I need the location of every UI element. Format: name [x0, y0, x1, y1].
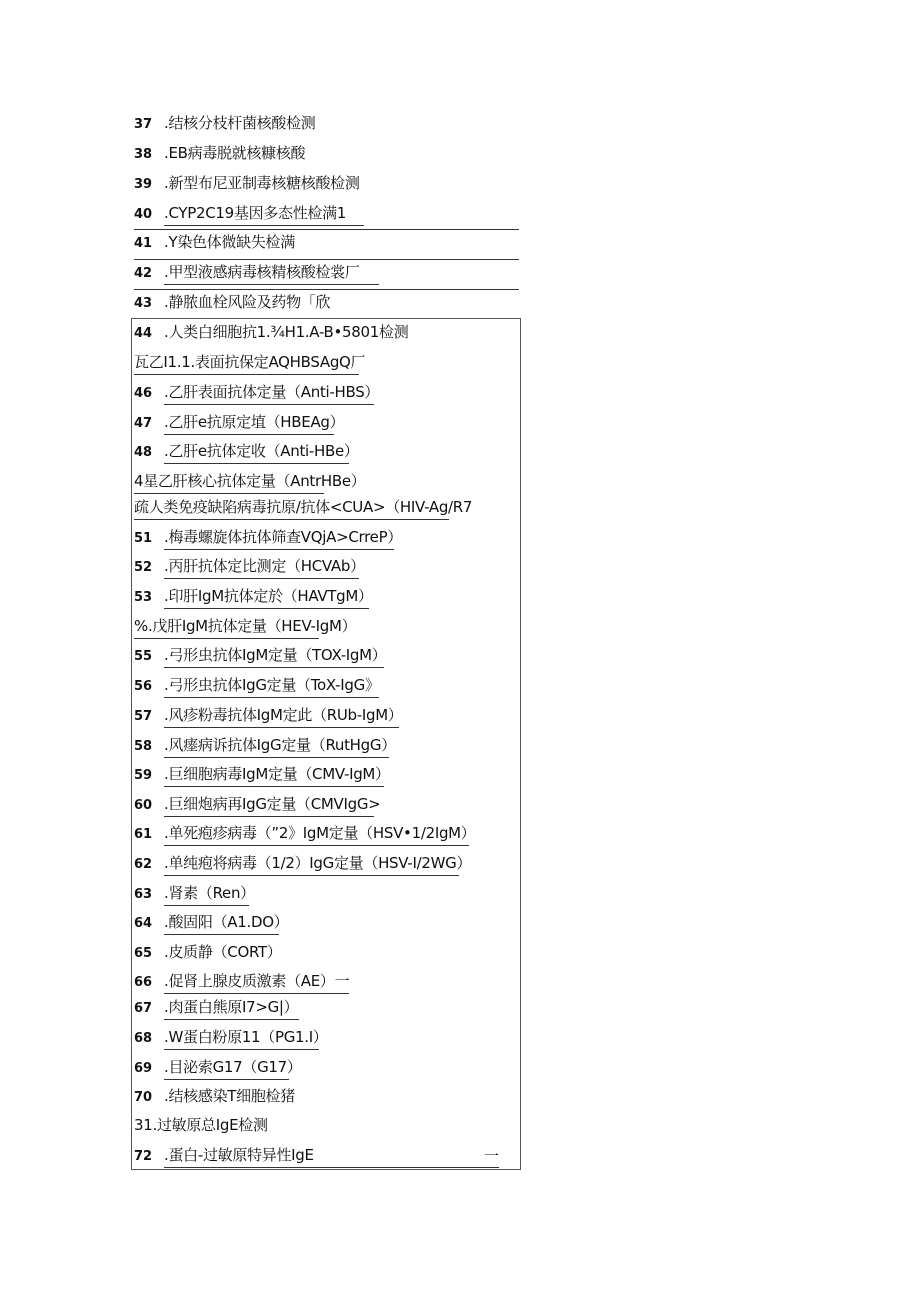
item-underline — [164, 284, 379, 285]
item-text: .Y染色体微缺失检满 — [164, 233, 295, 251]
item-number: 65 — [134, 946, 153, 961]
item-underline — [164, 549, 394, 550]
item-number: 43 — [134, 296, 153, 311]
item-number: 67 — [134, 1001, 153, 1016]
item-text: .W蛋白粉原11（PG1.I） — [164, 1028, 328, 1046]
row-separator — [134, 259, 519, 260]
item-number: 70 — [134, 1090, 153, 1105]
item-underline — [164, 1049, 319, 1050]
list-item — [134, 349, 365, 375]
list-item — [134, 672, 380, 698]
item-underline — [164, 875, 459, 876]
item-underline — [164, 434, 334, 435]
row-separator — [134, 289, 519, 290]
item-underline — [164, 905, 249, 906]
item-number: 66 — [134, 975, 153, 990]
list-item — [134, 468, 365, 494]
item-number: 40 — [134, 207, 153, 222]
item-underline — [164, 404, 374, 405]
item-number: 48 — [134, 445, 153, 460]
item-number: 38 — [134, 147, 153, 162]
item-text: .结核感染T细胞检猪 — [164, 1087, 295, 1105]
item-text: .风疹粉毒抗体IgM定此（RUb-IgM） — [164, 706, 403, 724]
list-item — [134, 732, 396, 758]
item-number: 58 — [134, 739, 153, 754]
item-number: 61 — [134, 827, 153, 842]
item-number: 44 — [134, 326, 153, 341]
list-item — [134, 319, 408, 345]
list-item — [134, 880, 255, 906]
item-text: .蛋白-过敏原特异性IgE — [164, 1146, 314, 1164]
item-text: .丙肝抗体定比测定（HCVAb） — [164, 557, 365, 575]
item-text: .乙肝e抗体定收（Anti-HBe） — [164, 442, 359, 460]
item-underline — [164, 608, 369, 609]
item-text: .巨细炮病再IgG定量（CMVIgG> — [164, 795, 381, 813]
list-item — [134, 791, 380, 817]
item-text: 疏人类免疫缺陷病毒抗原/抗体<CUA>（HIV-Ag/R7 — [134, 498, 473, 516]
item-number: 39 — [134, 177, 153, 192]
item-text: 瓦乙I1.1.表面抗保定AQHBSAgQ厂 — [134, 353, 366, 371]
item-text: .弓形虫抗体IgM定量（TOX-IgM） — [164, 646, 387, 664]
item-number: 46 — [134, 386, 153, 401]
item-number: 57 — [134, 709, 153, 724]
item-underline — [164, 786, 384, 787]
item-text: .目泌索G17（G17） — [164, 1058, 302, 1076]
item-underline — [164, 845, 469, 846]
list-item — [134, 939, 282, 965]
list-item — [134, 524, 402, 550]
item-number: 55 — [134, 649, 153, 664]
item-text: .酸固阳（A1.DO） — [164, 913, 289, 931]
item-text: .CYP2C19基因多态性检满1 — [164, 204, 347, 222]
list-item — [134, 229, 295, 255]
list-item — [134, 379, 379, 405]
list-item — [134, 170, 360, 196]
row-separator — [134, 229, 519, 230]
list-item — [134, 1054, 302, 1080]
trailing-dash: 一 — [484, 1147, 500, 1165]
item-number: 62 — [134, 857, 153, 872]
item-text: .肾素（Ren） — [164, 884, 255, 902]
item-number: 68 — [134, 1031, 153, 1046]
list-item — [134, 820, 476, 846]
item-text: .乙肝e抗原定埴（HBEAg） — [164, 413, 345, 431]
list-item — [134, 140, 305, 166]
item-text: .单纯疱将病毒（1/2）IgG定量（HSV-I/2WG） — [164, 854, 472, 872]
item-underline — [164, 1079, 289, 1080]
item-number: 42 — [134, 266, 153, 281]
item-number: 64 — [134, 916, 153, 931]
item-underline — [164, 463, 349, 464]
list-item — [134, 438, 359, 464]
item-text: 4星乙肝核心抗体定量（AntrHBe） — [134, 472, 366, 490]
item-text: .乙肝表面抗体定量（Anti-HBS） — [164, 383, 380, 401]
item-number: 52 — [134, 560, 153, 575]
item-text: .单死疱疹病毒（”2》IgM定量（HSV•1/2IgM） — [164, 824, 476, 842]
list-item — [134, 642, 387, 668]
item-text: .新型布尼亚制毒核糖核酸检测 — [164, 174, 360, 192]
item-underline — [164, 816, 374, 817]
item-number: 53 — [134, 590, 153, 605]
item-text: .巨细胞病毒IgM定量（CMV-IgM） — [164, 765, 390, 783]
item-underline — [164, 757, 389, 758]
item-text: .肉蛋白熊原I7>G|） — [164, 998, 299, 1016]
list-item — [134, 553, 365, 579]
list-item — [134, 494, 472, 520]
item-text: .皮质静（CORT） — [164, 943, 282, 961]
item-number: 69 — [134, 1061, 153, 1076]
list-item — [134, 994, 298, 1020]
item-underline — [164, 225, 364, 226]
list-item — [134, 613, 356, 639]
item-underline — [164, 1019, 299, 1020]
item-number: 72 — [134, 1149, 153, 1164]
item-number: 51 — [134, 531, 153, 546]
item-text: .EB病毒脱就核糠核酸 — [164, 144, 306, 162]
list-item — [134, 259, 360, 285]
item-text: .弓形虫抗体IgG定量（ToX-IgG》 — [164, 676, 380, 694]
item-underline — [134, 519, 449, 520]
item-underline — [134, 374, 359, 375]
item-underline — [134, 638, 319, 639]
list-item — [134, 761, 390, 787]
item-text: %.戊肝IgM抗体定量（HEV-IgM） — [134, 617, 357, 635]
list-item — [134, 968, 349, 994]
item-number: 56 — [134, 679, 153, 694]
list-item — [134, 409, 344, 435]
item-underline — [164, 1167, 499, 1168]
item-text: .人类白细胞抗1.¾H1.A-B•5801检测 — [164, 323, 409, 341]
item-text: 31.过敏原总IgE检测 — [134, 1116, 268, 1134]
list-item — [134, 850, 471, 876]
item-text: .甲型液感病毒核精核酸检裳厂 — [164, 263, 360, 281]
item-number: 59 — [134, 768, 153, 783]
item-text: .静脓血栓风险及药物「欣 — [164, 293, 331, 311]
item-underline — [164, 578, 359, 579]
list-item — [134, 1112, 268, 1138]
item-number: 47 — [134, 416, 153, 431]
list-item — [134, 1142, 314, 1168]
item-text: .印肝IgM抗体定於（HAVTgM） — [164, 587, 373, 605]
list-item — [134, 702, 403, 728]
item-text: .梅毒螺旋体抗体筛查VQjA>CrreP） — [164, 528, 403, 546]
item-number: 41 — [134, 236, 153, 251]
item-underline — [164, 697, 379, 698]
item-underline — [164, 667, 384, 668]
item-number: 60 — [134, 798, 153, 813]
list-item — [134, 289, 330, 315]
item-text: .结核分枝杆菌核酸检测 — [164, 114, 316, 132]
list-item — [134, 110, 315, 136]
item-text: .促肾上腺皮质激素（AE）一 — [164, 972, 350, 990]
item-number: 37 — [134, 117, 153, 132]
list-item — [134, 1024, 328, 1050]
list-item — [134, 909, 288, 935]
item-underline — [164, 934, 279, 935]
item-underline — [164, 727, 399, 728]
list-item — [134, 200, 346, 226]
list-item — [134, 583, 373, 609]
item-text: .风瘗病诉抗体IgG定量（RutHgG） — [164, 736, 396, 754]
item-number: 63 — [134, 887, 153, 902]
list-item — [134, 1083, 295, 1109]
